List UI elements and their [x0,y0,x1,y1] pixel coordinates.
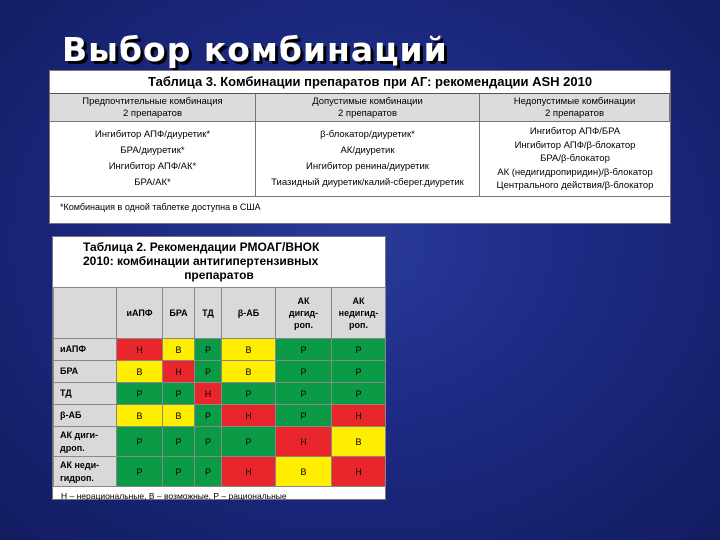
matrix-cell: Н [195,383,222,405]
matrix-cell: Н [163,361,195,383]
header-preferred-line1: Предпочтительные комбинация [82,96,223,107]
combination-item: Ингибитор АПФ/β-блокатор [514,139,636,151]
matrix-cell: В [222,339,276,361]
matrix-cell: Н [276,427,332,457]
rmoag-title-line3: препаратов [184,268,254,282]
combination-item: Ингибитор АПФ/диуретик* [94,129,211,140]
combination-item: БРА/диуретик* [120,145,185,156]
matrix-cell: Р [222,383,276,405]
rmoag-title-line2: 2010: комбинации антигипертензивных [83,254,319,268]
matrix-cell: Р [332,339,386,361]
matrix-cell: Н [117,339,163,361]
matrix-cell: Р [276,361,332,383]
matrix-col-header: β-АБ [222,288,276,339]
matrix-row-header: β-АБ [54,405,117,427]
matrix-cell: Р [195,427,222,457]
matrix-cell: Р [195,339,222,361]
header-preferred-line2: 2 препаратов [123,108,182,119]
matrix-cell: Р [276,405,332,427]
matrix-cell: В [276,457,332,487]
matrix-row [54,383,386,405]
matrix-col-header: АК недигид-роп. [332,288,386,339]
matrix-cell: Р [332,383,386,405]
matrix-cell: Р [117,427,163,457]
combination-item: Тиазидный диуретик/калий-сберег.диуретик [271,177,464,188]
header-acceptable-line2: 2 препаратов [338,108,397,119]
matrix-col-header: иАПФ [117,288,163,339]
ash-table-footnote: *Комбинация в одной таблетке доступна в США [50,196,670,217]
matrix-cell: В [117,361,163,383]
matrix-row-header: АК диги-дроп. [54,427,117,457]
matrix-cell: Р [163,457,195,487]
matrix-legend: Н – нерациональные, В – возможные, Р – рациональные [61,491,287,501]
matrix-col-header: ТД [195,288,222,339]
header-unacceptable-line1: Недопустимые комбинации [513,96,636,107]
matrix-row [54,361,386,383]
matrix-cell: Н [332,457,386,487]
matrix-cell: В [117,405,163,427]
matrix-row-header: БРА [54,361,117,383]
matrix-row [54,405,386,427]
unacceptable-combinations [480,122,670,196]
matrix-header-row [54,288,386,339]
slide-title: Выбор комбинаций [62,30,448,69]
rmoag-table [52,236,386,500]
header-unacceptable [480,94,670,122]
matrix-cell: Р [195,361,222,383]
combination-item: Ингибитор ренина/диуретик [306,161,429,172]
matrix-cell: В [163,339,195,361]
header-unacceptable-line2: 2 препаратов [545,108,604,119]
matrix-cell: Р [195,457,222,487]
matrix-row-header: иАПФ [54,339,117,361]
matrix-row-header: АК неди-гидроп. [54,457,117,487]
matrix-cell: Р [117,457,163,487]
matrix-cell: В [222,361,276,383]
header-acceptable-line1: Допустимые комбинации [312,96,423,107]
combination-item: Ингибитор АПФ/БРА [529,126,621,137]
matrix-row [54,427,386,457]
matrix-cell: Н [332,405,386,427]
combination-item: АК (недигидропиридин)/β-блокатор [497,166,653,178]
matrix-row-header: ТД [54,383,117,405]
rmoag-table-title [53,237,385,287]
matrix-cell: В [332,427,386,457]
matrix-row [54,339,386,361]
matrix-corner [54,288,117,339]
acceptable-combinations [256,122,480,196]
matrix-cell: Р [332,361,386,383]
matrix-cell: Р [163,427,195,457]
matrix-col-header: АК дигид-роп. [276,288,332,339]
combination-item: β-блокатор/диуретик* [320,129,415,140]
matrix-col-header: БРА [163,288,195,339]
matrix-cell: Р [163,383,195,405]
combination-item: БРА/АК* [134,177,171,188]
combination-item: АК/диуретик [340,145,395,156]
matrix-row [54,457,386,487]
header-preferred [50,94,256,122]
matrix-cell: Р [276,383,332,405]
matrix-cell: Р [195,405,222,427]
combination-item: Центрального действия/β-блокатор [496,180,654,191]
ash-2010-table [49,70,671,224]
matrix-cell: Р [276,339,332,361]
combination-matrix [53,287,386,487]
matrix-cell: Р [117,383,163,405]
matrix-cell: Р [222,427,276,457]
header-acceptable [256,94,480,122]
matrix-cell: Н [222,457,276,487]
preferred-combinations [50,122,256,196]
combination-item: БРА/β-блокатор [540,153,610,164]
ash-table-title: Таблица 3. Комбинации препаратов при АГ: рекомендации ASH 2010 [50,71,670,94]
combination-item: Ингибитор АПФ/АК* [108,161,197,172]
rmoag-title-line1: Таблица 2. Рекомендации РМОАГ/ВНОК [83,240,320,254]
matrix-cell: В [163,405,195,427]
matrix-cell: Н [222,405,276,427]
